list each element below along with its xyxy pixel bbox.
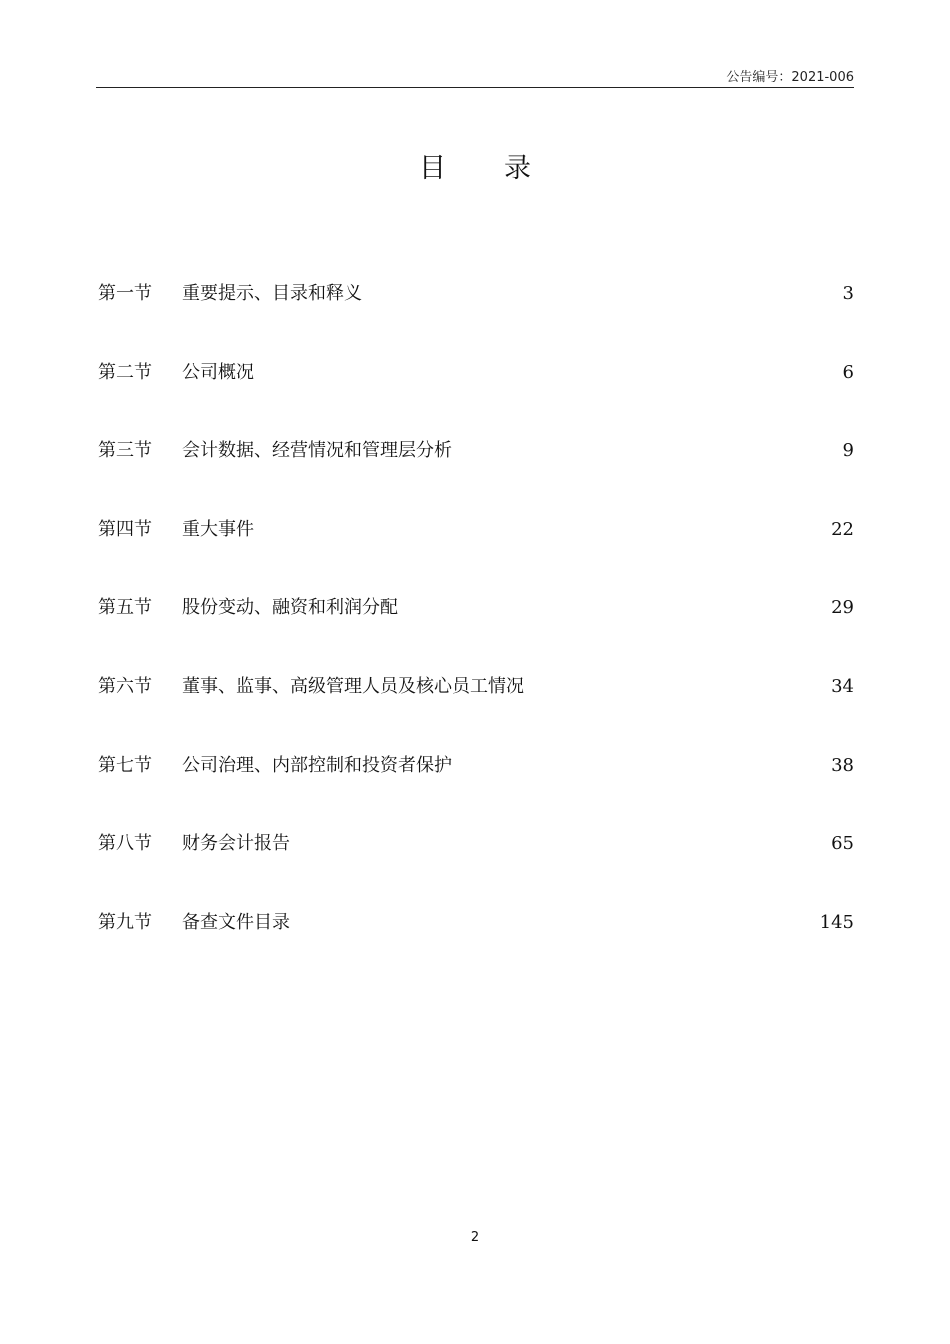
toc-page-number: 3 bbox=[842, 283, 854, 304]
toc-section-title: 股份变动、融资和利润分配 bbox=[182, 597, 398, 619]
header-divider bbox=[96, 87, 854, 88]
toc-page-number: 9 bbox=[842, 440, 854, 462]
toc-page-number: 22 bbox=[831, 518, 854, 540]
toc-section-label: 第一节 bbox=[98, 283, 152, 304]
toc-section-label: 第四节 bbox=[98, 518, 152, 540]
toc-section-title: 重大事件 bbox=[182, 518, 254, 540]
toc-entry[interactable] bbox=[98, 752, 854, 831]
toc-section-label: 第九节 bbox=[98, 911, 152, 933]
toc-dot-leader bbox=[458, 752, 825, 780]
toc-page-number: 145 bbox=[819, 911, 854, 933]
toc-page-number: 6 bbox=[842, 361, 854, 383]
toc-entry[interactable] bbox=[98, 437, 854, 516]
toc-page-number: 65 bbox=[831, 833, 854, 855]
toc-dot-leader bbox=[296, 909, 814, 937]
toc-dot-leader bbox=[404, 594, 825, 622]
toc-section-title: 董事、监事、高级管理人员及核心员工情况 bbox=[182, 675, 524, 697]
toc-section-label: 第六节 bbox=[98, 675, 152, 697]
toc-dot-leader bbox=[530, 673, 825, 701]
toc-page-number: 29 bbox=[831, 597, 854, 619]
toc-section-title: 重要提示、目录和释义 bbox=[182, 283, 362, 304]
toc-entry[interactable] bbox=[98, 909, 854, 988]
toc-dot-leader bbox=[368, 280, 837, 308]
toc-dot-leader bbox=[260, 359, 837, 387]
toc-section-label: 第七节 bbox=[98, 754, 152, 776]
toc-section-title: 备查文件目录 bbox=[182, 911, 290, 933]
toc-dot-leader bbox=[458, 437, 837, 465]
toc-entry[interactable] bbox=[98, 673, 854, 752]
toc-section-label: 第五节 bbox=[98, 597, 152, 619]
toc-entry[interactable] bbox=[98, 280, 854, 359]
toc-section-title: 公司概况 bbox=[182, 361, 254, 383]
page-title: 目录 bbox=[419, 153, 589, 184]
toc-section-title: 公司治理、内部控制和投资者保护 bbox=[182, 754, 452, 776]
toc-section-label: 第二节 bbox=[98, 361, 152, 383]
toc-entry[interactable] bbox=[98, 594, 854, 673]
toc-page-number: 38 bbox=[831, 754, 854, 776]
toc-entry[interactable] bbox=[98, 830, 854, 909]
table-of-contents bbox=[98, 280, 854, 987]
toc-section-title: 会计数据、经营情况和管理层分析 bbox=[182, 440, 452, 462]
toc-entry[interactable] bbox=[98, 359, 854, 438]
toc-dot-leader bbox=[260, 516, 825, 544]
toc-section-label: 第三节 bbox=[98, 440, 152, 462]
toc-page-number: 34 bbox=[831, 675, 854, 697]
toc-entry[interactable] bbox=[98, 516, 854, 595]
toc-dot-leader bbox=[296, 830, 825, 858]
toc-section-title: 财务会计报告 bbox=[182, 833, 290, 855]
toc-section-label: 第八节 bbox=[98, 833, 152, 855]
page-number: 2 bbox=[470, 1230, 480, 1245]
announcement-number: 公告编号：2021-006 bbox=[726, 70, 854, 85]
